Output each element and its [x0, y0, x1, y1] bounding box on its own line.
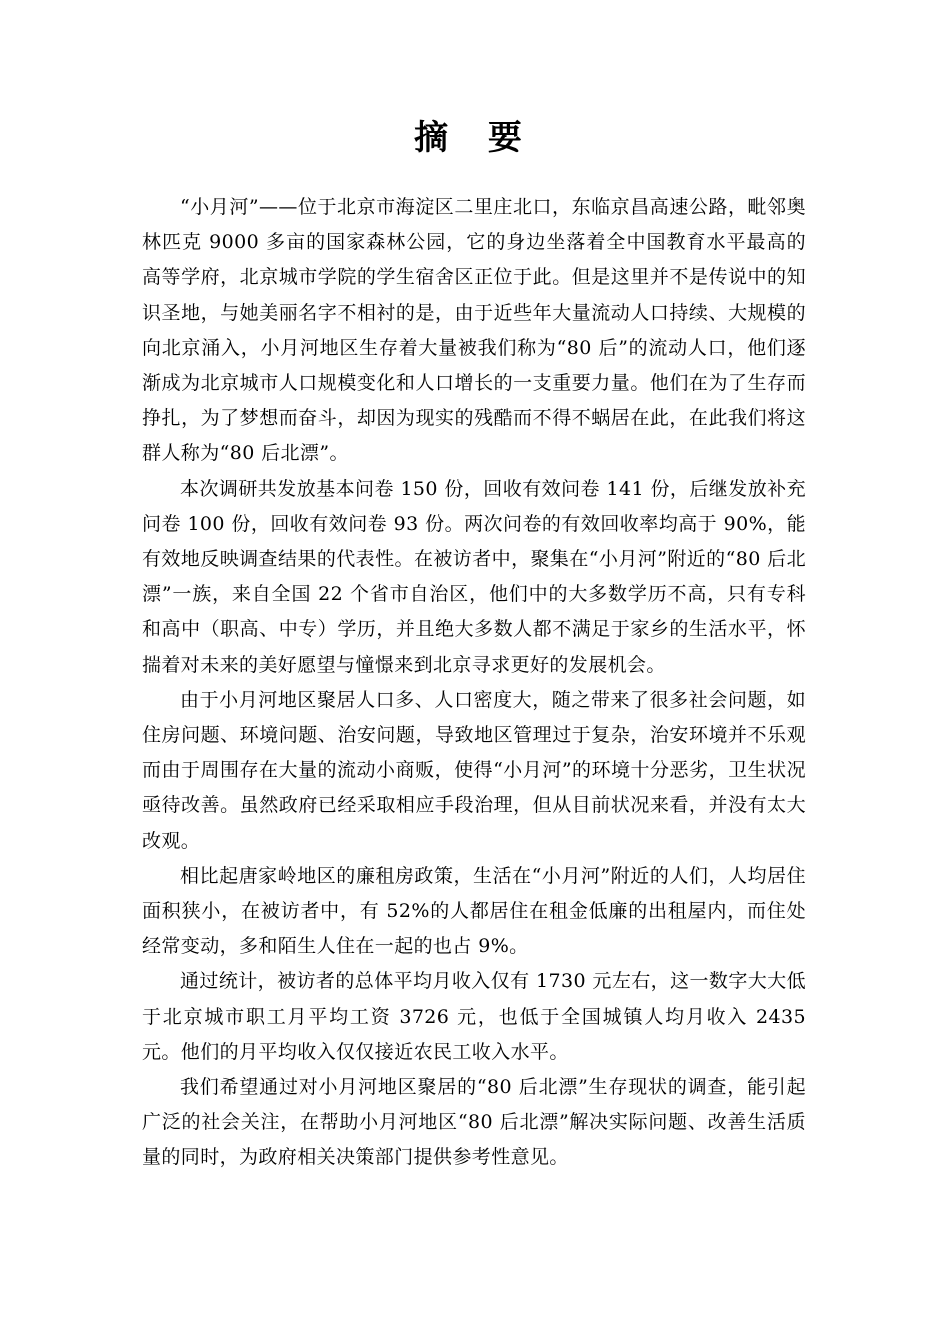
abstract-body — [142, 190, 806, 1176]
paragraph-3: 由于小月河地区聚居人口多、人口密度大，随之带来了很多社会问题，如住房问题、环境问题、治安问题，导致地区管理过于复杂，治安环境并不乐观而由于周围存在大量的流动小商贩，使得“小月河”的环境十分恶劣，卫生状况亟待改善。虽然政府已经采取相应手段治理，但从目前状况来看，并没有太大改观。 — [142, 688, 806, 852]
paragraph-1: “小月河”——位于北京市海淀区二里庄北口，东临京昌高速公路，毗邻奥林匹克 9000 多亩的国家森林公园，它的身边坐落着全中国教育水平最高的高等学府，北京城市学院的学生宿舍区正位于此。但是这里并不是传说中的知识圣地，与她美丽名字不相衬的是，由于近些年大量流动人口持续、大规模的向北京涌入，小月河地区生存着大量被我们称为“80 后”的流动人口，他们逐渐成为北京城市人口规模变化和人口增长的一支重要力量。他们在为了生存而挣扎，为了梦想而奋斗，却因为现实的残酷而不得不蜗居在此，在此我们将这群人称为“80 后北漂”。 — [142, 196, 806, 465]
paragraph-4: 相比起唐家岭地区的廉租房政策，生活在“小月河”附近的人们，人均居住面积狭小，在被访者中，有 52%的人都居住在租金低廉的出租屋内，而住处经常变动，多和陌生人住在一起的也占 9%。 — [142, 864, 806, 958]
page-title: 摘 要 — [414, 118, 536, 158]
paragraph-5: 通过统计，被访者的总体平均月收入仅有 1730 元左右，这一数字大大低于北京城市职工月平均工资 3726 元，也低于全国城镇人均月收入 2435 元。他们的月平均收入仅仅接近农民工收入水平。 — [142, 970, 806, 1063]
paragraph-2: 本次调研共发放基本问卷 150 份，回收有效问卷 141 份，后继发放补充问卷 100 份，回收有效问卷 93 份。两次问卷的有效回收率均高于 90%，能有效地反映调查结果的代表性。在被访者中，聚集在“小月河”附近的“80 后北漂”一族，来自全国 22 个省市自治区，他们中的大多数学历不高，只有专科和高中（职高、中专）学历，并且绝大多数人都不满足于家乡的生活水平，怀揣着对未来的美好愿望与憧憬来到北京寻求更好的发展机会。 — [142, 477, 806, 676]
paragraph-6: 我们希望通过对小月河地区聚居的“80 后北漂”生存现状的调查，能引起广泛的社会关注，在帮助小月河地区“80 后北漂”解决实际问题、改善生活质量的同时，为政府相关决策部门提供参考性意见。 — [142, 1076, 806, 1169]
